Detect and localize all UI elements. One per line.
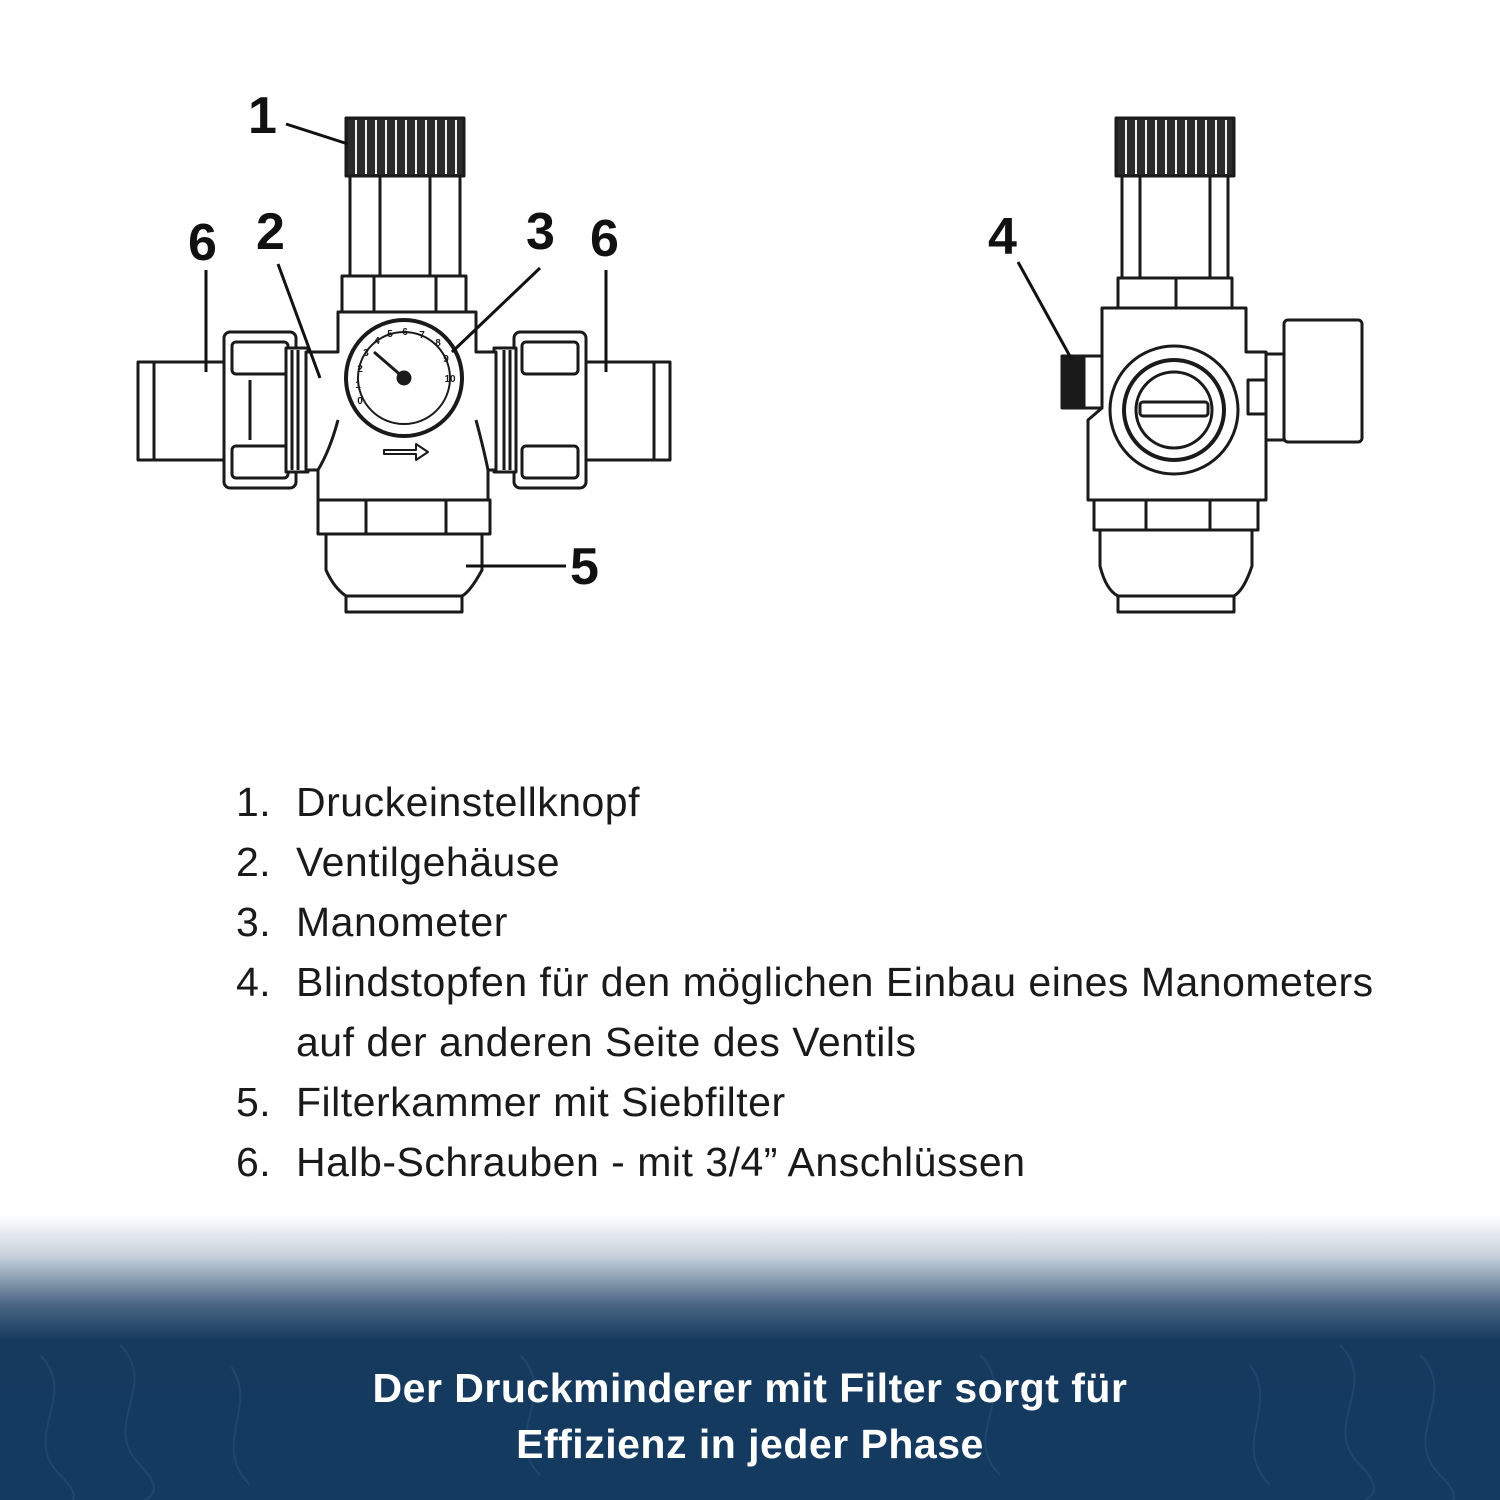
- blind-plug: [1062, 356, 1084, 408]
- legend-item: [236, 832, 1386, 892]
- callout-6-right: 6: [590, 210, 619, 268]
- bonnet: [350, 176, 460, 276]
- callout-3: 3: [526, 203, 555, 261]
- parts-legend: [236, 772, 1386, 1192]
- legend-item: [236, 1132, 1386, 1192]
- legend-item-text: Ventilgehäuse: [296, 839, 561, 885]
- tagline-line-1: Der Druckminderer mit Filter sorgt für: [372, 1365, 1128, 1411]
- svg-text:2: 2: [357, 364, 363, 375]
- right-pipe-stub: [578, 362, 670, 460]
- side-manometer: [1266, 354, 1284, 440]
- svg-text:5: 5: [387, 329, 393, 340]
- legend-item-number: 1.: [236, 779, 272, 825]
- svg-text:10: 10: [444, 374, 456, 385]
- valve-diagram: [0, 0, 1500, 700]
- callout-6-left: 6: [188, 214, 217, 272]
- bonnet-hex-nut: [342, 276, 466, 312]
- legend-item-text: Blindstopfen für den möglichen Einbau eines Manometers auf der anderen Seite des Ventils: [296, 959, 1374, 1065]
- svg-text:9: 9: [443, 354, 449, 365]
- legend-item-text: Halb-Schrauben - mit 3/4” Anschlüssen: [296, 1139, 1026, 1185]
- legend-item-text: Filterkammer mit Siebfilter: [296, 1079, 786, 1125]
- callout-5: 5: [570, 538, 599, 596]
- legend-item: [236, 952, 1386, 1072]
- legend-item-number: 4.: [236, 959, 272, 1005]
- legend-item-text: Manometer: [296, 899, 508, 945]
- legend-item-number: 5.: [236, 1079, 272, 1125]
- callout-numbers: [188, 87, 1017, 596]
- svg-text:6: 6: [402, 327, 408, 338]
- tagline: [0, 1360, 1500, 1472]
- legend-item: [236, 1072, 1386, 1132]
- legend-item: [236, 892, 1386, 952]
- left-pipe-stub: [138, 362, 234, 460]
- svg-text:4: 4: [374, 336, 380, 347]
- svg-text:7: 7: [419, 330, 425, 341]
- legend-item-number: 3.: [236, 899, 272, 945]
- legend-item: [236, 772, 1386, 832]
- legend-item-text: Druckeinstellknopf: [296, 779, 640, 825]
- callout-1: 1: [248, 87, 277, 145]
- svg-text:1: 1: [355, 380, 361, 391]
- legend-item-number: 6.: [236, 1139, 272, 1185]
- svg-text:3: 3: [363, 348, 369, 359]
- svg-text:8: 8: [435, 338, 441, 349]
- filter-ring: [318, 500, 490, 534]
- callout-2: 2: [256, 203, 285, 261]
- legend-item-number: 2.: [236, 839, 272, 885]
- filter-chamber: [326, 534, 482, 596]
- callout-4: 4: [988, 208, 1017, 266]
- svg-text:0: 0: [357, 396, 363, 407]
- tagline-line-2: Effizienz in jeder Phase: [516, 1421, 984, 1467]
- valve-side-view: [1062, 118, 1362, 612]
